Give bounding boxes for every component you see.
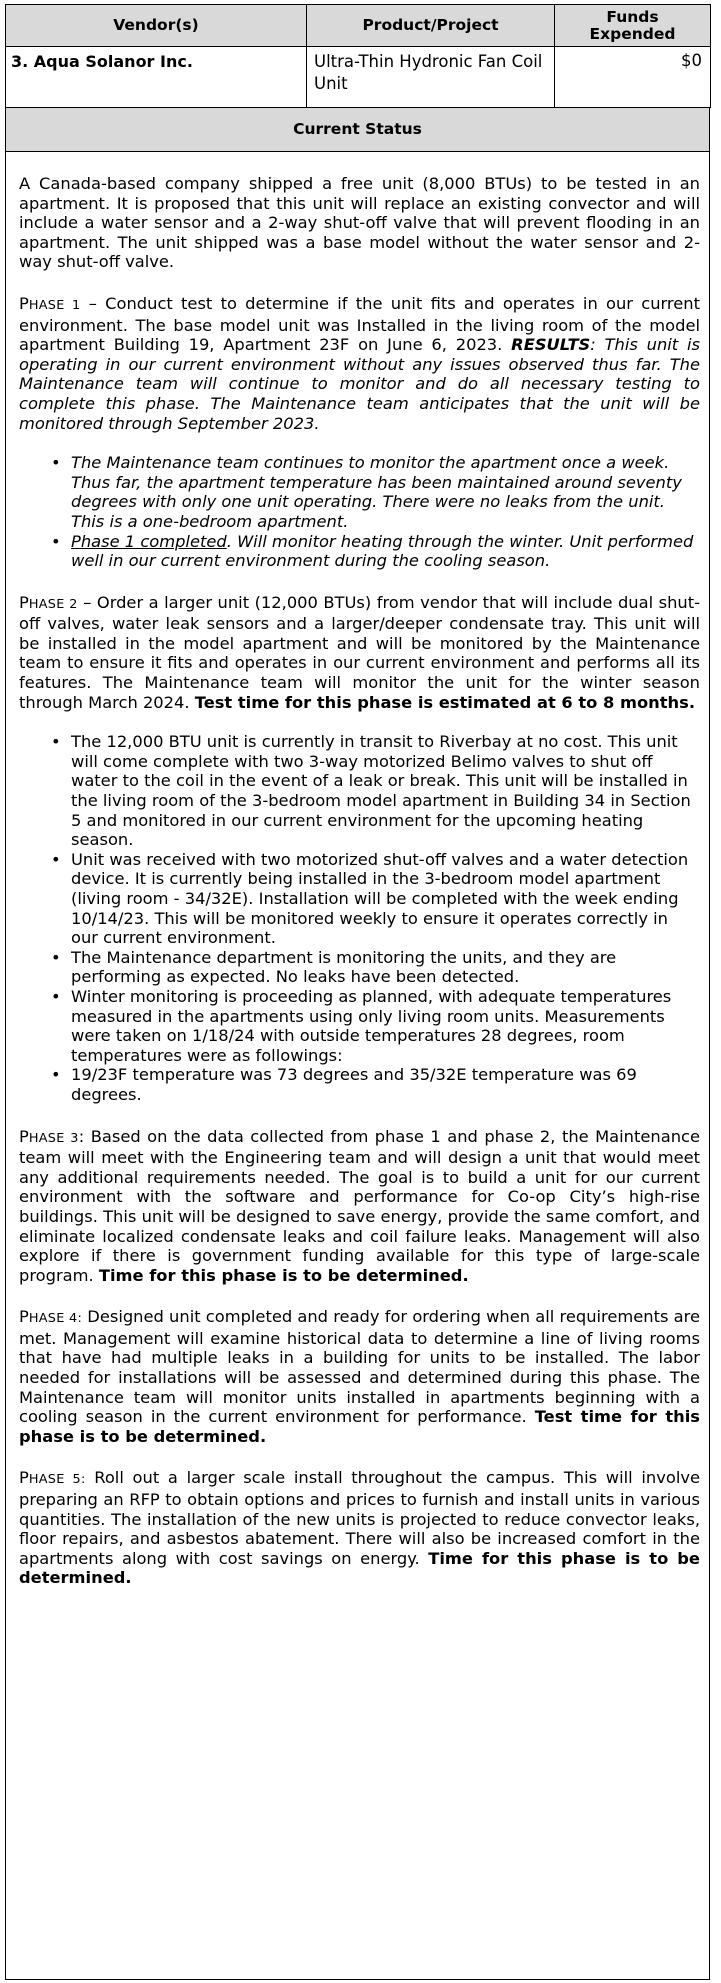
phase4-label: PHASE 4:	[19, 1307, 83, 1327]
phase2-paragraph: PHASE 2 – Order a larger unit (12,000 BTUs) from vendor that will include dual shut-off valves, water leak sensors and a larger/deeper condensate tray. This unit will be installed in the model apartment and will be monitored by the Maintenance team to ensure it fits and operates in our current environment and performs all its features. The Maintenance team will monitor the unit for the winter season through March 2024. Test time for this phase is estimated at 6 to 8 months.	[19, 592, 700, 712]
phase2-label: PHASE 2	[19, 592, 78, 612]
status-header: Current Status	[5, 108, 710, 152]
phase3-bold-text: Time for this phase is to be determined.	[98, 1265, 469, 1285]
phase3-label: PHASE 3	[19, 1126, 79, 1146]
list-item: • Phase 1 completed. Will monitor heating through the winter. Unit performed well in our current environment during the cooling season.	[51, 531, 694, 571]
list-item: • The Maintenance department is monitoring the units, and they are performing as expected. No leaks have been detected.	[51, 947, 617, 987]
phase1-results-text: : This unit is operating in our current environment without any issues observed thus far. The Maintenance team will continue to monitor and do all necessary testing to complete this phase. The Maintenance team anticipates that the unit will be monitored through September 2023.	[19, 335, 700, 433]
phase2-text: Order a larger unit (12,000 BTUs) from vendor that will include dual shut-off valves, water leak sensors and a larger/deeper condensate tray. This unit will be installed in the model apartment and will be monitored by the Maintenance team to ensure it fits and operates in our current environment and performs all its features. The Maintenance team will monitor the unit for the winter season through March 2024.	[19, 592, 700, 712]
phase5-label: PHASE 5:	[19, 1468, 86, 1488]
phase4-text: Designed unit completed and ready for ordering when all requirements are met. Management will examine historical data to determine a line of living rooms that have had multiple leaks in a building for units to be installed. The labor needed for installations will be assessed and determined during this phase. The Maintenance team will monitor units installed in apartments beginning with a cooling season in the current environment for performance.	[19, 1307, 700, 1427]
list-item: • The 12,000 BTU unit is currently in transit to Riverbay at no cost. This unit will come complete with two 3-way motorized Belimo valves to shut off water to the coil in the event of a leak or break. This unit will be installed in the living room of the 3-bedroom model apartment in Building 34 in Section 5 and monitored in our current environment for the upcoming heating season.	[51, 732, 691, 850]
list-item: • 19/23F temperature was 73 degrees and 35/32E temperature was 69 degrees.	[51, 1065, 637, 1104]
table-row	[6, 47, 711, 108]
phase5-bold-text: Time for this phase is to be determined.	[19, 1548, 700, 1588]
table-header-row	[6, 5, 711, 47]
phase4-paragraph	[19, 1307, 700, 1446]
header-funds	[555, 5, 711, 47]
phase2-bullets	[19, 732, 700, 1104]
phase4-bold-text: Test time for this phase is to be determined.	[19, 1407, 700, 1446]
header-vendor: Vendor(s)	[6, 5, 307, 47]
phase1-results-label: RESULTS	[511, 335, 591, 355]
header-product: Product/Project	[307, 5, 555, 47]
phase5-text: Roll out a larger scale install throughout the campus. This will involve preparing an RFP to obtain options and prices to furnish and install units in various quantities. The installation of the new units is projected to reduce convector leaks, floor repairs, and asbestos abatement. There will also be increased comfort in the apartments along with cost savings on energy.	[19, 1468, 700, 1568]
header-funds-line1: Funds	[606, 7, 659, 26]
cell-funds: $0	[555, 47, 711, 108]
phase1-text: Conduct test to determine if the unit fits and operates in our current environment. The base model unit was Installed in the living room of the model apartment Building 19, Apartment 23F on June 6, 2023.	[19, 293, 700, 355]
cell-vendor: 3. Aqua Solanor Inc.	[6, 47, 307, 108]
phase1-completed-link-text: Phase 1 completed	[71, 531, 227, 551]
phase1-paragraph: PHASE 1 – Conduct test to determine if the unit fits and operates in our current environment. The base model unit was Installed in the living room of the model apartment Building 19, Apartment 23F on June 6, 2023. RESULTS: This unit is operating in our current environment without any issues observed thus far. The Maintenance team will continue to monitor and do all necessary testing to complete this phase. The Maintenance team anticipates that the unit will be monitored through September 2023.	[19, 293, 700, 433]
header-funds-line2: Expended	[589, 24, 676, 43]
intro-paragraph: A Canada-based company shipped a free unit (8,000 BTUs) to be tested in an apartment. It is proposed that this unit will replace an existing convector and will include a water sensor and a 2-way shut-off valve that will prevent flooding in an apartment. The unit shipped was a base model without the water sensor and 2-way shut-off valve.	[19, 174, 700, 272]
phase5-paragraph	[19, 1468, 700, 1588]
phase3-paragraph: PHASE 3: Based on the data collected from phase 1 and phase 2, the Maintenance team will meet with the Engineering team and will design a unit that would meet any additional requirements needed. The goal is to build a unit for our current environment with the software and performance for Co-op City’s high-rise buildings. This unit will be designed to save energy, provide the same comfort, and eliminate localized condensate leaks and coil failure leaks. Management will also explore if there is government funding available for this type of large-scale program. Time for this phase is to be determined.	[19, 1126, 700, 1285]
list-item: • Winter monitoring is proceeding as planned, with adequate temperatures measured in the apartments using only living room units. Measurements were taken on 1/18/24 with outside temperatures 28 degrees, room temperatures were as followings:	[51, 986, 672, 1065]
phase2-bold-text: Test time for this phase is estimated at 6 to 8 months.	[194, 692, 696, 712]
document-page	[5, 4, 710, 1978]
vendor-table	[5, 4, 711, 108]
list-item: • Unit was received with two motorized shut-off valves and a water detection device. It is currently being installed in the 3-bedroom model apartment (living room - 34/32E). Installation will be completed with the week ending 10/14/23. This will be monitored weekly to ensure it operates correctly in our current environment.	[51, 849, 689, 948]
phase1-label: PHASE 1	[19, 293, 81, 313]
phase1-bullets	[19, 453, 700, 571]
cell-product: Ultra-Thin Hydronic Fan Coil Unit	[307, 47, 555, 108]
phase3-text: Based on the data collected from phase 1 and phase 2, the Maintenance team will meet with the Engineering team and will design a unit that would meet any additional requirements needed. The goal is to build a unit for our current environment with the software and performance for Co-op City’s high-rise buildings. This unit will be designed to save energy, provide the same comfort, and eliminate localized condensate leaks and coil failure leaks. Management will also explore if there is government funding available for this type of large-scale program.	[19, 1126, 700, 1285]
status-body	[5, 152, 710, 1980]
list-item: • The Maintenance team continues to monitor the apartment once a week. Thus far, the apartment temperature has been maintained around seventy degrees with only one unit operating. There were no leaks from the unit. This is a one-bedroom apartment.	[51, 453, 682, 531]
